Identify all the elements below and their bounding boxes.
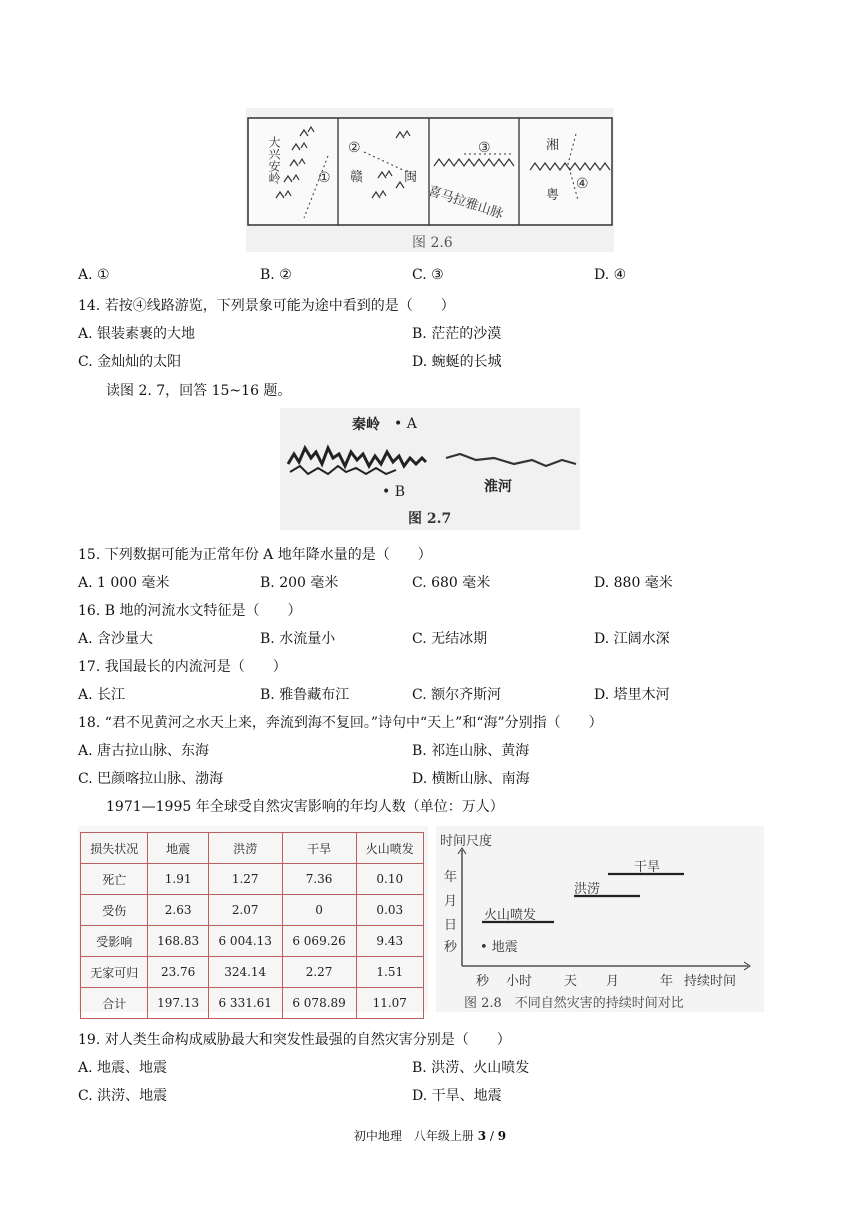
fig27-label-qinling: 秦岭 <box>352 417 380 433</box>
table-header-cell: 干旱 <box>282 833 356 864</box>
q15-option-d[interactable]: D. 880 毫米 <box>594 575 673 591</box>
footer-page-number: 3 <box>477 1129 487 1143</box>
q14-option-c[interactable]: C. 金灿灿的太阳 <box>78 354 182 370</box>
fig28-x-tick: 月 <box>606 974 620 989</box>
q18-stem: 18. “君不见黄河之水天上来，奔流到海不复回。”诗句中“天上”和“海”分别指（ ） <box>78 715 603 731</box>
q19-option-b[interactable]: B. 洪涝、火山喷发 <box>412 1060 530 1076</box>
fig27-label-huaihe: 淮河 <box>484 479 512 495</box>
q15-stem: 15. 下列数据可能为正常年份 A 地年降水量的是（ ） <box>78 547 432 563</box>
figure-2-8-caption: 图 2.8 不同自然灾害的持续时间对比 <box>464 996 684 1011</box>
table-cell: 6 331.61 <box>208 988 282 1019</box>
fig28-x-tick: 秒 <box>476 974 490 989</box>
footer-sep: / <box>486 1129 498 1143</box>
table-cell: 23.76 <box>148 957 208 988</box>
table-cell: 1.91 <box>148 864 208 895</box>
q13-option-c[interactable]: C. ③ <box>412 267 444 283</box>
table-cell: 0.03 <box>356 895 424 926</box>
table-cell: 受伤 <box>81 895 148 926</box>
fig27-point-a: • A <box>394 416 417 432</box>
fig26-num-2: ② <box>348 140 361 156</box>
fig28-label-volcano: 火山喷发 <box>484 908 537 923</box>
table-row <box>81 895 424 926</box>
q17-option-c[interactable]: C. 额尔齐斯河 <box>412 687 502 703</box>
q13-option-a[interactable]: A. ① <box>78 267 110 283</box>
q16-stem: 16. B 地的河流水文特征是（ ） <box>78 603 302 619</box>
q16-option-b[interactable]: B. 水流量小 <box>260 631 336 647</box>
table-cell: 0.10 <box>356 864 424 895</box>
q19-option-d[interactable]: D. 干旱、地震 <box>412 1088 502 1104</box>
page-footer <box>0 1127 860 1144</box>
fig28-label-flood: 洪涝 <box>574 882 601 897</box>
fig28-y-title: 时间尺度 <box>440 834 493 849</box>
fig28-x-tick: 年 <box>660 974 674 989</box>
table-cell: 6 004.13 <box>208 926 282 957</box>
fig26-label-gan: 赣 <box>350 170 364 185</box>
table-cell: 死亡 <box>81 864 148 895</box>
fig27-point-b: • B <box>382 484 405 500</box>
disaster-table <box>80 832 424 1019</box>
q16-option-c[interactable]: C. 无结冰期 <box>412 631 488 647</box>
q13-option-d[interactable]: D. ④ <box>594 267 627 283</box>
intro-fig-2-7: 读图 2. 7，回答 15~16 题。 <box>106 383 292 399</box>
fig26-label-daxinganling: 大兴安岭 <box>267 136 281 184</box>
fig26-num-3: ③ <box>478 140 491 156</box>
footer-page-total: 9 <box>497 1129 507 1143</box>
q15-option-c[interactable]: C. 680 毫米 <box>412 575 491 591</box>
table-cell: 2.27 <box>282 957 356 988</box>
q15-option-a[interactable]: A. 1 000 毫米 <box>78 575 170 591</box>
table-title: 1971—1995 年全球受自然灾害影响的年均人数（单位：万人） <box>106 799 504 815</box>
fig28-y-tick: 日 <box>444 918 458 933</box>
table-cell: 7.36 <box>282 864 356 895</box>
fig28-x-title: 持续时间 <box>684 974 737 989</box>
q19-option-c[interactable]: C. 洪涝、地震 <box>78 1088 168 1104</box>
fig28-y-tick: 年 <box>444 870 458 885</box>
fig28-label-drought: 干旱 <box>634 860 661 875</box>
table-row <box>81 864 424 895</box>
table-cell: 1.27 <box>208 864 282 895</box>
q18-option-c[interactable]: C. 巴颜喀拉山脉、渤海 <box>78 771 224 787</box>
fig26-label-min: 闽 <box>404 170 418 185</box>
table-cell: 197.13 <box>148 988 208 1019</box>
table-header-cell: 火山喷发 <box>356 833 424 864</box>
figure-2-7-caption: 图 2.7 <box>408 511 452 527</box>
disaster-table-wrap <box>78 826 428 1012</box>
q14-stem: 14. 若按④线路游览，下列景象可能为途中看到的是（ ） <box>78 298 455 314</box>
table-cell: 0 <box>282 895 356 926</box>
q18-option-a[interactable]: A. 唐古拉山脉、东海 <box>78 743 210 759</box>
figure-2-6 <box>246 108 614 252</box>
fig26-num-1: ① <box>318 170 331 186</box>
table-cell: 324.14 <box>208 957 282 988</box>
fig28-x-tick: 小时 <box>506 974 533 989</box>
q14-option-d[interactable]: D. 蜿蜒的长城 <box>412 354 502 370</box>
fig26-label-xiang: 湘 <box>546 138 560 153</box>
figure-2-8 <box>436 826 764 1012</box>
fig28-y-tick: 秒 <box>444 940 458 955</box>
q18-option-d[interactable]: D. 横断山脉、南海 <box>412 771 530 787</box>
figure-2-7 <box>280 408 580 530</box>
fig26-num-4: ④ <box>576 176 589 192</box>
q17-stem: 17. 我国最长的内流河是（ ） <box>78 659 287 675</box>
q16-option-d[interactable]: D. 江阔水深 <box>594 631 670 647</box>
table-cell: 2.63 <box>148 895 208 926</box>
table-cell: 2.07 <box>208 895 282 926</box>
table-cell: 9.43 <box>356 926 424 957</box>
q19-stem: 19. 对人类生命构成威胁最大和突发性最强的自然灾害分别是（ ） <box>78 1032 511 1048</box>
table-row <box>81 988 424 1019</box>
fig26-label-yue: 粤 <box>546 188 560 203</box>
figure-2-6-caption: 图 2.6 <box>412 235 453 251</box>
fig28-y-tick: 月 <box>444 894 458 909</box>
table-header-cell: 损失状况 <box>81 833 148 864</box>
table-header-row <box>81 833 424 864</box>
table-header-cell: 地震 <box>148 833 208 864</box>
q13-option-b[interactable]: B. ② <box>260 267 292 283</box>
q17-option-d[interactable]: D. 塔里木河 <box>594 687 670 703</box>
q14-option-a[interactable]: A. 银装素裹的大地 <box>78 326 196 342</box>
table-cell: 无家可归 <box>81 957 148 988</box>
table-cell: 1.51 <box>356 957 424 988</box>
table-cell: 6 078.89 <box>282 988 356 1019</box>
fig26-label-himalaya: 喜马拉雅山脉 <box>426 183 505 223</box>
table-cell: 168.83 <box>148 926 208 957</box>
table-cell: 合计 <box>81 988 148 1019</box>
fig28-label-quake: • 地震 <box>480 940 518 955</box>
q14-option-b[interactable]: B. 茫茫的沙漠 <box>412 326 502 342</box>
table-cell: 6 069.26 <box>282 926 356 957</box>
figure-2-6-svg <box>246 108 614 252</box>
fig28-x-tick: 天 <box>564 974 578 989</box>
footer-text: 初中地理 八年级上册 <box>353 1129 478 1143</box>
q19-option-a[interactable]: A. 地震、地震 <box>78 1060 168 1076</box>
q18-option-b[interactable]: B. 祁连山脉、黄海 <box>412 743 530 759</box>
table-row <box>81 926 424 957</box>
q16-option-a[interactable]: A. 含沙量大 <box>78 631 154 647</box>
table-cell: 受影响 <box>81 926 148 957</box>
table-header-cell: 洪涝 <box>208 833 282 864</box>
q17-option-a[interactable]: A. 长江 <box>78 687 126 703</box>
q17-option-b[interactable]: B. 雅鲁藏布江 <box>260 687 350 703</box>
q15-option-b[interactable]: B. 200 毫米 <box>260 575 339 591</box>
table-cell: 11.07 <box>356 988 424 1019</box>
table-row <box>81 957 424 988</box>
